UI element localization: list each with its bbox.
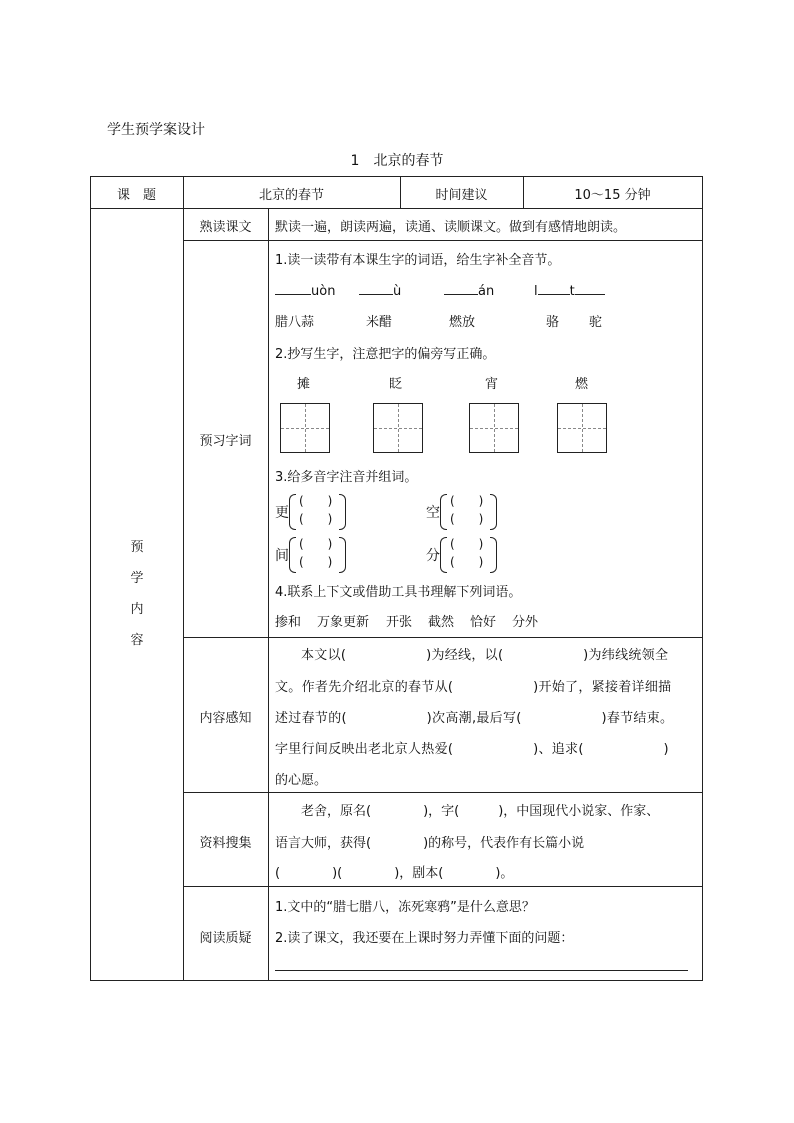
question-label: 阅读质疑 — [199, 931, 252, 946]
lesson-name: 北京的春节 — [373, 153, 444, 169]
preview-label: 预习字词 — [199, 434, 252, 449]
preview-q1: 1.读一读带有本课生字的词语，给生字补全音节。 — [275, 253, 561, 268]
answer-line[interactable] — [275, 970, 688, 971]
copy-char-4: 燃 — [575, 377, 589, 392]
question-1: 1.文中的“腊七腊八，冻死寒鸦”是什么意思？ — [275, 900, 535, 915]
writing-grid-1[interactable] — [280, 403, 330, 453]
content-line-5: 的心愿。 — [275, 773, 328, 788]
question-2: 2.读了课文，我还要在上课时努力弄懂下面的问题： — [275, 931, 574, 946]
doc-title: 学生预学案设计 — [107, 122, 205, 138]
course-label: 课 题 — [116, 188, 156, 203]
preview-section-label: 预 学 内 容 — [130, 540, 144, 648]
vocab-3: 开张 — [386, 615, 413, 630]
time-label: 时间建议 — [435, 188, 488, 203]
writing-grid-2[interactable] — [373, 403, 423, 453]
word-1: 腊八蒜 — [275, 315, 315, 330]
preview-q4: 4.联系上下文或借助工具书理解下列词语。 — [275, 585, 522, 600]
word-4: 骆 — [546, 315, 560, 330]
content-line-4: 字里行间反映出老北京人热爱( )、追求( ) — [275, 742, 669, 757]
pinyin-blank-1[interactable]: uòn — [275, 282, 335, 299]
copy-char-2: 眨 — [389, 377, 403, 392]
pinyin-blank-3[interactable]: án — [444, 282, 494, 299]
course-value: 北京的春节 — [258, 188, 324, 203]
time-value: 10～15 分钟 — [574, 188, 651, 203]
content-label: 内容感知 — [199, 711, 252, 726]
vocab-2: 万象更新 — [317, 615, 370, 630]
material-label: 资料搜集 — [199, 836, 252, 851]
word-3: 燃放 — [449, 315, 476, 330]
copy-char-1: 摊 — [297, 377, 311, 392]
preview-q2: 2.抄写生字，注意把字的偏旁写正确。 — [275, 347, 496, 362]
vocab-6: 分外 — [512, 615, 539, 630]
content-line-1: 本文以( )为经线，以( )为纬线统领全 — [301, 648, 669, 663]
pinyin-blank-4[interactable]: l t — [534, 282, 605, 299]
content-line-3: 述过春节的( )次高潮,最后写( )春节结束。 — [275, 711, 674, 726]
vocab-4: 截然 — [428, 615, 455, 630]
lesson-title — [0, 150, 794, 170]
copy-char-3: 宵 — [485, 377, 499, 392]
vocab-1: 掺和 — [275, 615, 302, 630]
material-line-3: ( )( )，剧本( )。 — [275, 866, 514, 881]
material-line-2: 语言大师，获得( )的称号，代表作有长篇小说 — [275, 836, 585, 851]
reading-label: 熟读课文 — [199, 220, 252, 235]
word-2: 米醋 — [366, 315, 393, 330]
writing-grid-4[interactable] — [557, 403, 607, 453]
writing-grid-3[interactable] — [469, 403, 519, 453]
content-line-2: 文。作者先介绍北京的春节从( )开始了，紧接着详细描 — [275, 680, 672, 695]
vocab-5: 恰好 — [470, 615, 497, 630]
material-line-1: 老舍，原名( )，字( )，中国现代小说家、作家、 — [301, 804, 660, 819]
reading-text: 默读一遍，朗读两遍，读通、读顺课文。做到有感情地朗读。 — [275, 220, 627, 235]
preview-q3: 3.给多音字注音并组词。 — [275, 470, 418, 485]
pinyin-blank-2[interactable]: ù — [359, 282, 401, 299]
lesson-number: 1 — [350, 153, 360, 169]
word-5: 驼 — [589, 315, 603, 330]
